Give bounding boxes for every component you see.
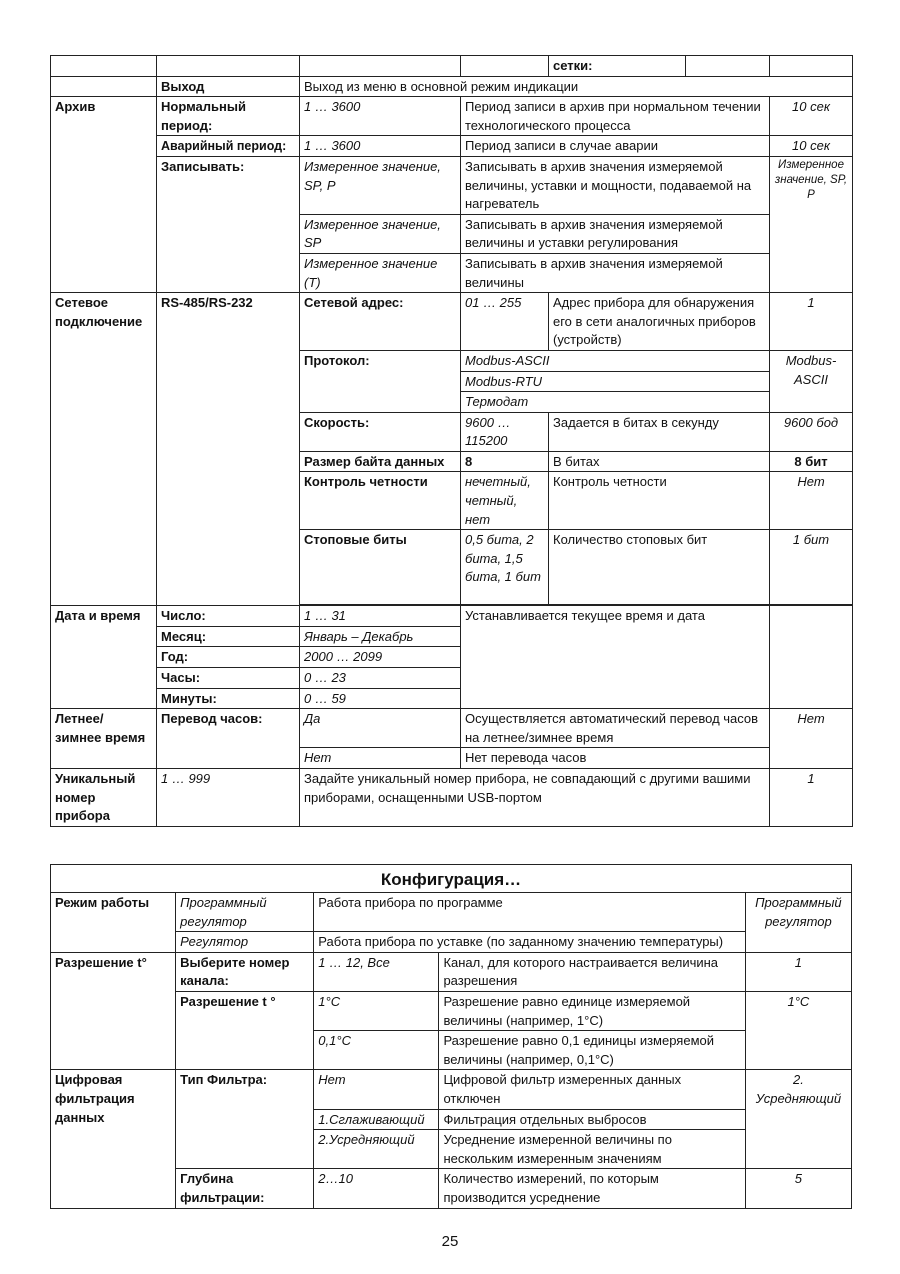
param-option: Да xyxy=(300,709,461,748)
param-desc: Устанавливается текущее время и дата xyxy=(461,606,770,709)
param-label: Тип Фильтра: xyxy=(176,1070,314,1169)
param-range: 0 … 23 xyxy=(300,668,461,689)
param-desc: Адрес прибора для обнаружения его в сети аналогичных приборов (устройств) xyxy=(549,293,770,351)
table-row xyxy=(51,136,853,157)
param-option: Modbus-ASCII xyxy=(461,350,770,371)
param-desc: В битах xyxy=(549,451,770,472)
param-option: 1°С xyxy=(314,991,439,1030)
configuration-table xyxy=(50,864,852,1209)
param-desc: Задается в битах в секунду xyxy=(549,412,770,451)
page-number: 25 xyxy=(441,1233,459,1250)
param-default: 10 сек xyxy=(770,136,853,157)
param-label: Месяц: xyxy=(157,626,300,647)
param-desc: Работа прибора по уставке (по заданному значению температуры) xyxy=(314,932,746,953)
section-title: Конфигурация… xyxy=(51,865,852,893)
group-datetime: Дата и время xyxy=(51,606,157,709)
param-desc: Записывать в архив значения измеряемой величины xyxy=(461,253,770,292)
table-row xyxy=(51,769,853,827)
group-archive: Архив xyxy=(51,97,157,293)
param-label: Число: xyxy=(157,606,300,627)
table-row xyxy=(51,293,853,351)
param-option: Измеренное значение, SP, P xyxy=(300,156,461,214)
network-interface: RS-485/RS-232 xyxy=(157,293,300,606)
param-default: 9600 бод xyxy=(770,412,853,451)
param-desc: Период записи в архив при нормальном течении технологического процесса xyxy=(461,97,770,136)
param-default: 8 бит xyxy=(770,451,853,472)
param-default: Программный регулятор xyxy=(745,893,851,953)
group-summer-time: Летнее/ зимнее время xyxy=(51,709,157,769)
param-label: Минуты: xyxy=(157,688,300,709)
param-range: 0 … 59 xyxy=(300,688,461,709)
param-label: Разрешение t ° xyxy=(176,991,314,1069)
param-desc: Цифровой фильтр измеренных данных отключен xyxy=(439,1070,745,1109)
table-row xyxy=(51,156,853,214)
param-default: 1 бит xyxy=(770,530,853,605)
param-option: 2.Усредняющий xyxy=(314,1130,439,1169)
param-desc: Задайте уникальный номер прибора, не совпадающий с другими вашими приборами, оснащенными USB-портом xyxy=(300,769,770,827)
param-range: 8 xyxy=(461,451,549,472)
param-default: 1 xyxy=(770,769,853,827)
param-option: 1.Сглаживающий xyxy=(314,1109,439,1130)
param-desc: Разрешение равно 0,1 единицы измеряемой величины (например, 0,1°С) xyxy=(439,1031,745,1070)
param-range: 9600 …115200 xyxy=(461,412,549,451)
group-unique-number: Уникальный номер прибора xyxy=(51,769,157,827)
param-default: 2. Усредняющий xyxy=(745,1070,851,1169)
param-desc: Разрешение равно единице измеряемой величины (например, 1°С) xyxy=(439,991,745,1030)
param-label: Протокол: xyxy=(300,350,461,412)
param-default: Нет xyxy=(770,709,853,769)
param-desc: Фильтрация отдельных выбросов xyxy=(439,1109,745,1130)
param-default: Измеренное значение, SP, P xyxy=(770,156,853,292)
param-label: Контроль четности xyxy=(300,472,461,530)
param-range: 1 … 3600 xyxy=(300,136,461,157)
param-range: 01 … 255 xyxy=(461,293,549,351)
param-desc: Период записи в случае аварии xyxy=(461,136,770,157)
param-desc: Нет перевода часов xyxy=(461,748,770,769)
group-network: Сетевое подключение xyxy=(51,293,157,606)
param-default: 1 xyxy=(745,952,851,991)
param-label: Нормальный период: xyxy=(157,97,300,136)
param-default: 5 xyxy=(745,1169,851,1208)
param-range: 1 … 31 xyxy=(300,606,461,627)
table-row xyxy=(51,1070,852,1109)
settings-table-1 xyxy=(50,55,853,827)
param-desc: Количество измерений, по которым производится усреднение xyxy=(439,1169,745,1208)
param-label: Часы: xyxy=(157,668,300,689)
table-row xyxy=(51,76,853,97)
param-option: Измеренное значение (Т) xyxy=(300,253,461,292)
param-label: Перевод часов: xyxy=(157,709,300,769)
table-row xyxy=(51,865,852,893)
param-desc: Записывать в архив значения измеряемой величины и уставки регулирования xyxy=(461,214,770,253)
param-label: Аварийный период: xyxy=(157,136,300,157)
param-label: Глубина фильтрации: xyxy=(176,1169,314,1208)
param-default: 1°С xyxy=(745,991,851,1069)
table-row xyxy=(51,952,852,991)
param-option: 0,1°С xyxy=(314,1031,439,1070)
param-option: Измеренное значение, SP xyxy=(300,214,461,253)
table-row xyxy=(51,97,853,136)
table-row xyxy=(51,56,853,77)
group-mode: Режим работы xyxy=(51,893,176,953)
cell-grid-label: сетки: xyxy=(549,56,686,77)
param-range: 2000 … 2099 xyxy=(300,647,461,668)
param-label: Скорость: xyxy=(300,412,461,451)
param-desc: Работа прибора по программе xyxy=(314,893,746,932)
group-filter: Цифровая фильтрация данных xyxy=(51,1070,176,1208)
param-range: 2…10 xyxy=(314,1169,439,1208)
param-default: Modbus-ASCII xyxy=(770,350,853,412)
param-desc: Выход из меню в основной режим индикации xyxy=(300,76,853,97)
param-default: Нет xyxy=(770,472,853,530)
param-option: Термодат xyxy=(461,392,770,413)
param-label: Год: xyxy=(157,647,300,668)
param-label: Выберите номер канала: xyxy=(176,952,314,991)
param-option: Нет xyxy=(300,748,461,769)
param-label: Размер байта данных xyxy=(300,451,461,472)
param-default: 1 xyxy=(770,293,853,351)
param-range: 1 … 12, Все xyxy=(314,952,439,991)
param-option: Программный регулятор xyxy=(176,893,314,932)
param-desc: Осуществляется автоматический перевод часов на летнее/зимнее время xyxy=(461,709,770,748)
param-label: Стоповые биты xyxy=(300,530,461,605)
param-label: Записывать: xyxy=(157,156,300,292)
param-range: 1 … 3600 xyxy=(300,97,461,136)
param-desc: Усреднение измеренной величины по нескольким измеренным значениям xyxy=(439,1130,745,1169)
param-desc: Записывать в архив значения измеряемой величины, уставки и мощности, подаваемой на нагреватель xyxy=(461,156,770,214)
param-range: 1 … 999 xyxy=(157,769,300,827)
param-option: Нет xyxy=(314,1070,439,1109)
param-default: 10 сек xyxy=(770,97,853,136)
table-row xyxy=(51,893,852,932)
group-resolution: Разрешение t° xyxy=(51,952,176,1070)
param-option: Регулятор xyxy=(176,932,314,953)
param-range: 0,5 бита, 2 бита, 1,5 бита, 1 бит xyxy=(461,530,549,605)
param-range: нечетный, четный, нет xyxy=(461,472,549,530)
param-desc: Канал, для которого настраивается величина разрешения xyxy=(439,952,745,991)
param-desc: Контроль четности xyxy=(549,472,770,530)
param-option: Modbus-RTU xyxy=(461,371,770,392)
param-range: Январь – Декабрь xyxy=(300,626,461,647)
param-label: Сетевой адрес: xyxy=(300,293,461,351)
param-label: Выход xyxy=(157,76,300,97)
param-desc: Количество стоповых бит xyxy=(549,530,770,605)
table-row xyxy=(51,606,853,627)
table-row xyxy=(51,709,853,748)
